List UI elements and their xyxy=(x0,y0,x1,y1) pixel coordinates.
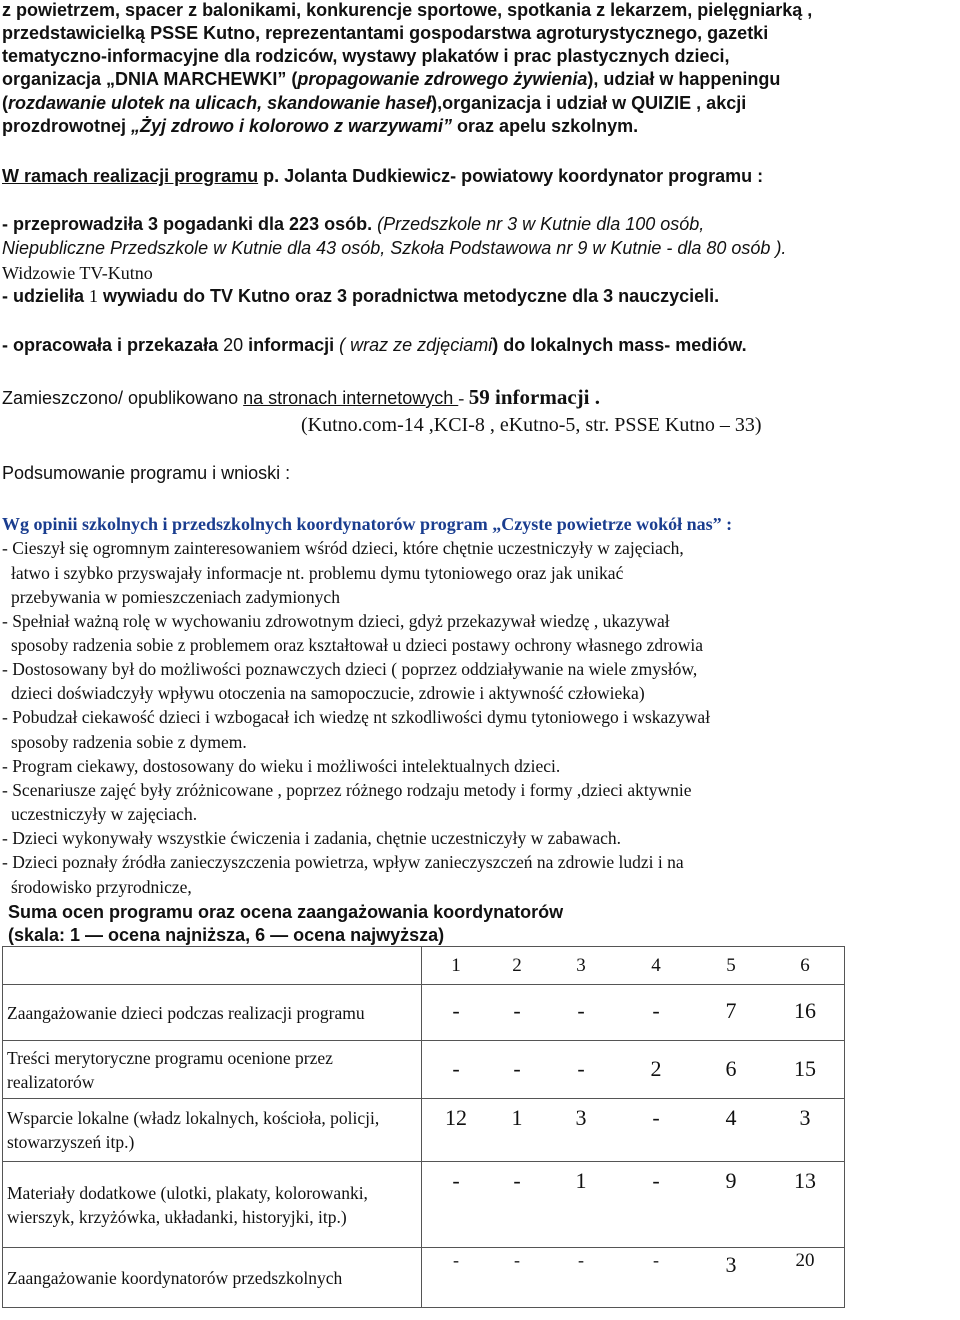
rating-cell: - xyxy=(652,1105,660,1130)
rating-cell: 3 xyxy=(799,1105,811,1130)
intro-text: oraz apelu szkolnym. xyxy=(452,116,639,136)
program-name: „Czyste powietrze wokół nas” : xyxy=(492,514,733,534)
tv-text: wywiadu do TV Kutno oraz 3 poradnictwa metodyczne dla 3 nauczycieli. xyxy=(98,286,720,306)
intro-italic: rozdawanie ulotek na ulicach, skandowanie haseł xyxy=(8,93,432,113)
conclusion-line: - Program ciekawy, dostosowany do wieku i możliwości intelektualnych dzieci. xyxy=(2,756,561,776)
tv-line xyxy=(2,286,719,307)
row-values xyxy=(422,1162,845,1248)
rating-cell: - xyxy=(452,1056,460,1081)
coordinator-line xyxy=(2,166,763,187)
row-values xyxy=(422,985,845,1041)
published-link: na stronach internetowych xyxy=(243,388,459,408)
rating-cell: - xyxy=(514,1250,520,1270)
rating-cell: 2 xyxy=(650,1056,662,1081)
scale-label: 5 xyxy=(726,955,736,976)
intro-text: ), udział w happeningu xyxy=(587,69,781,89)
scale-label: 6 xyxy=(800,955,810,976)
conclusion-line: - Dzieci wykonywały wszystkie ćwiczenia i zadania, chętnie uczestniczyły w zabawach. xyxy=(2,828,622,848)
rating-cell: 9 xyxy=(725,1168,737,1193)
table-header-empty xyxy=(3,947,422,985)
coordinator-text: p. Jolanta Dudkiewicz- powiatowy koordynator programu : xyxy=(258,166,764,186)
intro-line xyxy=(2,116,638,137)
table-row xyxy=(3,1041,845,1099)
conclusion-line: uczestniczyły w zajęciach. xyxy=(11,804,198,824)
table-row xyxy=(3,985,845,1041)
conclusion-line: - Cieszył się ogromnym zainteresowaniem wśród dzieci, które chętnie uczestniczyły w zajęciach, xyxy=(2,538,684,558)
conclusion-line: - Spełniał ważną rolę w wychowaniu zdrowotnym dzieci, gdyż przekazywał wiedzę , ukazywał xyxy=(2,611,670,631)
conclusion-line: - Dzieci poznały źródła zanieczyszczenia powietrza, wpływ zanieczyszczeń na zdrowie ludzi i na xyxy=(2,852,684,872)
talks-line xyxy=(2,214,704,235)
rating-cell: - xyxy=(513,998,521,1023)
rating-cell: - xyxy=(577,998,585,1023)
ratings-scale-note: (skala: 1 — ocena najniższa, 6 — ocena najwyższa) xyxy=(8,925,445,945)
intro-line: tematyczno-informacyjne dla rodziców, wystawy plakatów i prac plastycznych dzieci, xyxy=(2,46,730,66)
published-dash: - xyxy=(458,388,469,408)
row-label: Zaangażowanie dzieci podczas realizacji programu xyxy=(3,985,422,1041)
rating-cell: - xyxy=(653,1250,659,1270)
scale-label: 2 xyxy=(512,955,522,976)
intro-line: z powietrzem, spacer z balonikami, konkurencje sportowe, spotkania z lekarzem, pielęgniarką , xyxy=(2,0,813,20)
rating-cell: - xyxy=(453,1250,459,1270)
table-header-row xyxy=(3,947,845,985)
conclusion-line: - Pobudzał ciekawość dzieci i wzbogacał ich wiedzę nt szkodliwości dymu tytoniowego i wskazywał xyxy=(2,707,711,727)
conclusion-line: - Dostosowany był do możliwości poznawczych dzieci ( poprzez oddziaływanie na wiele zmysłów, xyxy=(2,659,698,679)
published-line xyxy=(2,385,600,410)
conclusion-line: łatwo i szybko przyswajały informacje nt. problemu dymu tytoniowego oraz jak unikać xyxy=(11,563,624,583)
intro-text: organizacja „DNIA MARCHEWKI” ( xyxy=(2,69,298,89)
info-line xyxy=(2,335,747,356)
rating-cell: 7 xyxy=(725,998,737,1023)
row-values xyxy=(422,1099,845,1162)
scale-label: 1 xyxy=(451,955,461,976)
rating-cell: 20 xyxy=(795,1250,815,1271)
info-count: 20 xyxy=(223,335,244,355)
rating-cell: 12 xyxy=(445,1105,467,1130)
info-text: ) do lokalnych mass- mediów. xyxy=(492,335,747,355)
rating-cell: 15 xyxy=(794,1056,816,1081)
rating-cell: - xyxy=(578,1250,584,1270)
table-row xyxy=(3,1248,845,1308)
intro-text: ),organizacja i udział w QUIZIE , akcji xyxy=(431,93,747,113)
talks-count: - przeprowadziła 3 pogadanki dla 223 osób. xyxy=(2,214,373,234)
intro-line: przedstawicielką PSSE Kutno, reprezentantami gospodarstwa agroturystycznego, gazetki xyxy=(2,23,769,43)
ratings-heading: Suma ocen programu oraz ocena zaangażowania koordynatorów xyxy=(8,902,564,922)
intro-italic: propagowanie zdrowego żywienia xyxy=(297,69,588,89)
rating-cell: 6 xyxy=(725,1056,737,1081)
rating-cell: - xyxy=(513,1056,521,1081)
row-label: Treści merytoryczne programu ocenione przez realizatorów xyxy=(3,1041,422,1099)
rating-cell: 1 xyxy=(575,1168,587,1193)
intro-italic: „Żyj zdrowo i kolorowo z warzywami” xyxy=(131,116,453,136)
rating-cell: - xyxy=(452,998,460,1023)
scale-header xyxy=(422,947,845,985)
tv-text: - udzieliła xyxy=(2,286,90,306)
conclusion-line: - Scenariusze zajęć były zróżnicowane , poprzez różnego rodzaju metody i formy ,dzieci aktywnie xyxy=(2,780,692,800)
scale-label: 4 xyxy=(651,955,661,976)
rating-cell: - xyxy=(652,998,660,1023)
info-photos: ( wraz ze zdjęciami xyxy=(334,335,493,355)
row-values xyxy=(422,1041,845,1099)
row-label: Wsparcie lokalne (władz lokalnych, kościoła, policji, stowarzyszeń itp.) xyxy=(3,1099,422,1162)
rating-cell: - xyxy=(513,1168,521,1193)
info-text: informacji xyxy=(243,335,335,355)
published-breakdown: (Kutno.com-14 ,KCI-8 , eKutno-5, str. PSSE Kutno – 33) xyxy=(301,414,762,436)
row-values xyxy=(422,1248,845,1308)
conclusion-line: sposoby radzenia sobie z problemem oraz kształtował u dzieci postawy ochrony własnego zdrowia xyxy=(11,635,704,655)
summary-heading: Podsumowanie programu i wnioski : xyxy=(2,463,291,483)
published-text: Zamieszczono/ opublikowano xyxy=(2,388,244,408)
rating-cell: 1 xyxy=(511,1105,523,1130)
published-count: 59 informacji . xyxy=(468,385,600,409)
intro-line xyxy=(2,93,746,114)
rating-cell: - xyxy=(652,1168,660,1193)
table-row xyxy=(3,1162,845,1248)
conclusion-line: środowisko przyrodnicze, xyxy=(11,877,192,897)
intro-line xyxy=(2,69,780,90)
opinion-heading xyxy=(2,514,732,535)
rating-cell: 16 xyxy=(794,998,816,1023)
intro-text: ( xyxy=(2,93,8,113)
info-text: - opracowała i przekazała xyxy=(2,335,224,355)
row-label: Zaangażowanie koordynatorów przedszkolnych xyxy=(3,1248,422,1308)
scale-label: 3 xyxy=(576,955,586,976)
table-row xyxy=(3,1099,845,1162)
coordinator-heading: W ramach realizacji programu xyxy=(2,166,259,186)
conclusion-line: dzieci doświadczyły wpływu otoczenia na samopoczucie, zdrowie i aktywność człowieka) xyxy=(11,683,645,703)
rating-cell: - xyxy=(577,1056,585,1081)
rating-cell: 4 xyxy=(725,1105,737,1130)
rating-cell: 3 xyxy=(725,1252,737,1277)
ratings-table xyxy=(2,946,845,1308)
conclusion-line: przebywania w pomieszczeniach zadymionych xyxy=(11,587,340,607)
opinion-text: Wg opinii szkolnych i przedszkolnych koordynatorów program xyxy=(2,514,493,534)
talks-detail-line: Niepubliczne Przedszkole w Kutnie dla 43 osób, Szkoła Podstawowa nr 9 w Kutnie - dla 80 osób ). xyxy=(2,238,787,258)
intro-text: prozdrowotnej xyxy=(2,116,131,136)
tv-viewers: Widzowie TV-Kutno xyxy=(2,263,153,283)
conclusion-line: sposoby radzenia sobie z dymem. xyxy=(11,732,247,752)
rating-cell: 13 xyxy=(794,1168,816,1193)
row-label: Materiały dodatkowe (ulotki, plakaty, kolorowanki, wierszyk, krzyżówka, układanki, historyjki, itp.) xyxy=(3,1162,422,1248)
rating-cell: - xyxy=(452,1168,460,1193)
tv-count: 1 xyxy=(89,286,99,306)
rating-cell: 3 xyxy=(575,1105,587,1130)
talks-detail: (Przedszkole nr 3 w Kutnie dla 100 osób, xyxy=(372,214,705,234)
